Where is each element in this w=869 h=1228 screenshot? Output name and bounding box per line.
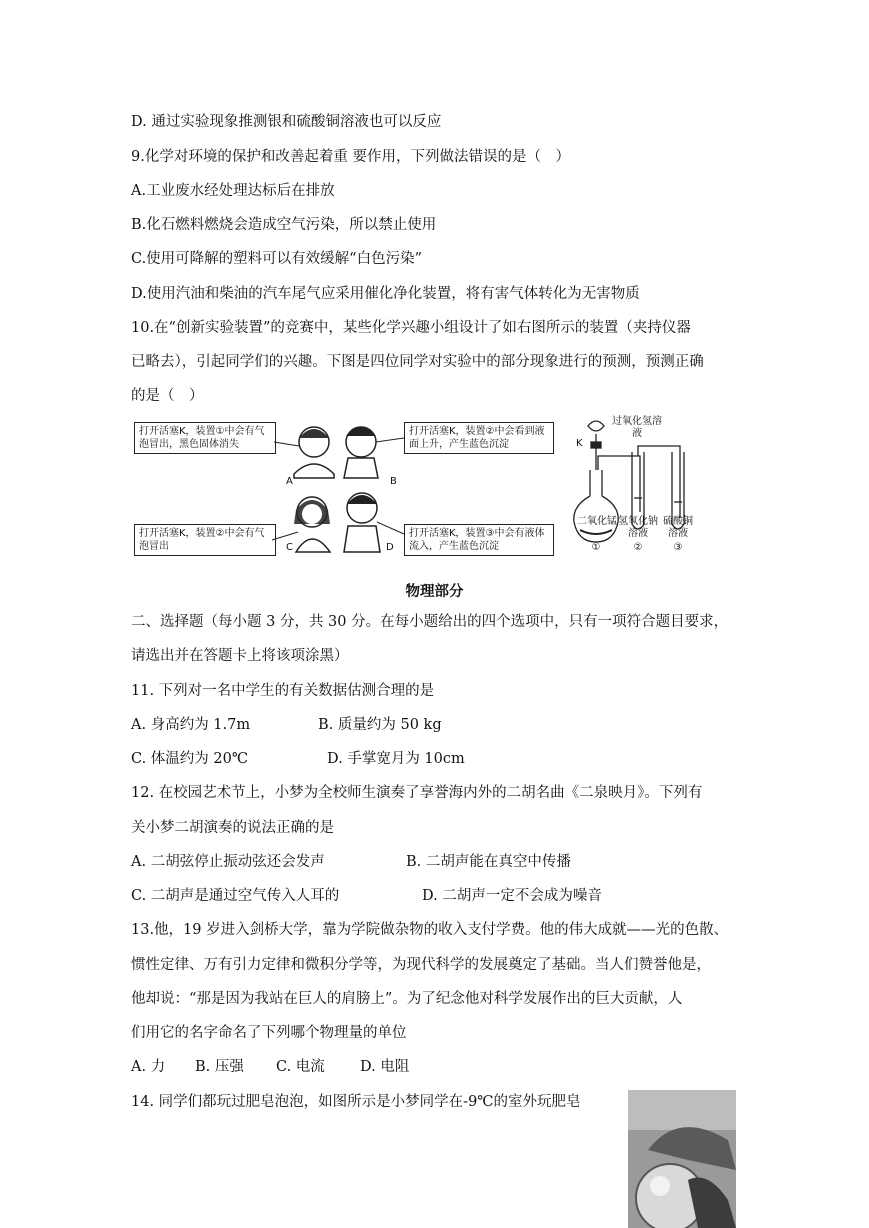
soap-bubble-photo-drawing bbox=[628, 1090, 736, 1228]
q13-stem-line3: 他却说：“那是因为我站在巨人的肩膀上”。为了纪念他对科学发展作出的巨大贡献，人 bbox=[131, 991, 683, 1007]
q9-stem: 9.化学对环境的保护和改善起着重 要作用，下列做法错误的是（ ） bbox=[131, 149, 570, 165]
bubble-b: 打开活塞K，装置②中会看到液面上升，产生蓝色沉淀 bbox=[404, 422, 554, 454]
q8-option-d: D. 通过实验现象推测银和硫酸铜溶液也可以反应 bbox=[131, 114, 442, 130]
q11-option-c: C. 体温约为 20℃ bbox=[131, 751, 249, 767]
q10-stem-line2: 已略去），引起同学们的兴趣。下图是四位同学对实验中的部分现象进行的预测，预测正确 bbox=[131, 354, 704, 370]
label-c: C bbox=[286, 542, 293, 553]
student-a-illustration bbox=[274, 427, 334, 478]
q11-stem: 11. 下列对一名中学生的有关数据估测合理的是 bbox=[131, 683, 435, 699]
section2-instruction-line1: 二、选择题（每小题 3 分，共 30 分。在每小题给出的四个选项中，只有一项符合题目要求， bbox=[131, 614, 729, 630]
section-title-physics: 物理部分 bbox=[405, 584, 464, 600]
bubble-a: 打开活塞K，装置①中会有气泡冒出，黑色固体消失 bbox=[134, 422, 276, 454]
student-c-illustration bbox=[272, 497, 330, 552]
q12-option-c: C. 二胡声是通过空气传入人耳的 bbox=[131, 888, 340, 904]
student-b-illustration bbox=[344, 427, 404, 478]
q11-option-a: A. 身高约为 1.7m bbox=[131, 717, 251, 733]
bubble-d: 打开活塞K，装置③中会有液体流入，产生蓝色沉淀 bbox=[404, 524, 554, 556]
q13-option-d: D. 电阻 bbox=[360, 1059, 410, 1075]
tube2-number: ② bbox=[633, 542, 643, 553]
q12-stem-line1: 12. 在校园艺术节上，小梦为全校师生演奏了享誉海内外的二胡名曲《二泉映月》。下列有 bbox=[131, 785, 703, 801]
bubble-c: 打开活塞K，装置②中会有气泡冒出 bbox=[134, 524, 276, 556]
tube3-number: ③ bbox=[673, 542, 683, 553]
q10-figure bbox=[134, 412, 734, 562]
q10-stem-line1: 10.在“创新实验装置”的竞赛中，某些化学兴趣小组设计了如右图所示的装置（夹持仪器 bbox=[131, 320, 691, 336]
label-a: A bbox=[286, 476, 293, 487]
tube2-label: 氢氧化钠溶液 bbox=[618, 516, 658, 539]
q9-option-d: D.使用汽油和柴油的汽车尾气应采用催化净化装置，将有害气体转化为无害物质 bbox=[131, 286, 640, 302]
label-b: B bbox=[390, 476, 397, 487]
q9-option-b: B.化石燃料燃烧会造成空气污染，所以禁止使用 bbox=[131, 217, 437, 233]
q13-stem-line4: 们用它的名字命名了下列哪个物理量的单位 bbox=[131, 1025, 407, 1041]
tube3-label: 硫酸铜溶液 bbox=[663, 516, 693, 539]
q12-option-b: B. 二胡声能在真空中传播 bbox=[406, 854, 571, 870]
funnel-label: 过氧化氢溶液 bbox=[612, 416, 662, 439]
q12-stem-line2: 关小梦二胡演奏的说法正确的是 bbox=[131, 820, 334, 836]
q11-option-b: B. 质量约为 50 kg bbox=[318, 717, 442, 733]
q12-option-d: D. 二胡声一定不会成为噪音 bbox=[422, 888, 602, 904]
q13-stem-line2: 惯性定律、万有引力定律和微积分学等，为现代科学的发展奠定了基础。当人们赞誉他是， bbox=[131, 957, 711, 973]
valve-label: K bbox=[576, 438, 583, 449]
q11-option-d: D. 手掌宽月为 10cm bbox=[327, 751, 465, 767]
section2-instruction-line2: 请选出并在答题卡上将该项涂黑） bbox=[131, 648, 349, 664]
student-d-illustration bbox=[344, 493, 404, 552]
q13-stem-line1: 13.他，19 岁进入剑桥大学，靠为学院做杂物的收入支付学费。他的伟大成就——光的色散、 bbox=[131, 922, 729, 938]
q10-stem-line3: 的是（ ） bbox=[131, 388, 204, 404]
q13-option-b: B. 压强 bbox=[195, 1059, 244, 1075]
flask1-number: ① bbox=[591, 542, 601, 553]
q9-option-a: A.工业废水经处理达标后在排放 bbox=[131, 183, 335, 199]
flask1-label: 二氧化锰 bbox=[577, 516, 617, 527]
q13-option-c: C. 电流 bbox=[276, 1059, 325, 1075]
label-d: D bbox=[386, 542, 394, 553]
q12-option-a: A. 二胡弦停止振动弦还会发声 bbox=[131, 854, 325, 870]
q9-option-c: C.使用可降解的塑料可以有效缓解“白色污染” bbox=[131, 251, 423, 267]
q13-option-a: A. 力 bbox=[131, 1059, 166, 1075]
q14-stem: 14. 同学们都玩过肥皂泡泡，如图所示是小梦同学在-9℃的室外玩肥皂 bbox=[131, 1094, 581, 1110]
soap-bubble-photo bbox=[628, 1090, 736, 1228]
